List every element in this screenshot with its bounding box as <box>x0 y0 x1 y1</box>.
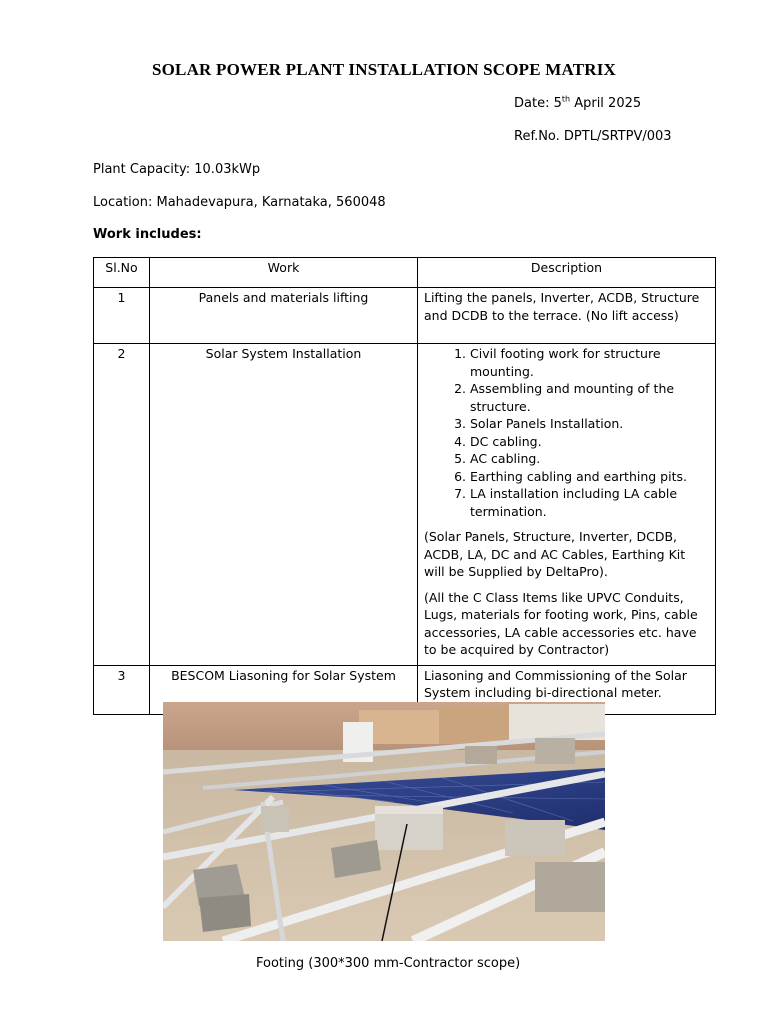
list-item: 2. Assembling and mounting of the structure. <box>470 380 709 415</box>
table-row <box>94 288 716 344</box>
list-item: 5. AC cabling. <box>470 450 709 468</box>
supply-note: (Solar Panels, Structure, Inverter, DCDB, ACDB, LA, DC and AC Cables, Earthing Kit will be Supplied by DeltaPro). <box>424 529 686 579</box>
header-work: Work <box>150 258 418 288</box>
document-date <box>514 96 641 111</box>
table-row <box>94 344 716 666</box>
reference-number: Ref.No. DPTL/SRTPV/003 <box>514 129 672 144</box>
installation-task-list <box>424 345 709 520</box>
document-title: SOLAR POWER PLANT INSTALLATION SCOPE MATRIX <box>151 60 617 79</box>
plant-capacity: Plant Capacity: 10.03kWp <box>93 162 261 177</box>
row-work: Solar System Installation <box>150 344 418 666</box>
date-prefix: Date: 5 <box>514 96 562 111</box>
row-description <box>418 344 716 666</box>
row-work: Panels and materials lifting <box>150 288 418 344</box>
list-item: 1. Civil footing work for structure mounting. <box>470 345 709 380</box>
row-slno: 1 <box>94 288 150 344</box>
row-slno: 2 <box>94 344 150 666</box>
list-item: 3. Solar Panels Installation. <box>470 415 709 433</box>
row-description: Liasoning and Commissioning of the Solar System including bi-directional meter. <box>418 665 716 714</box>
table-header-row <box>94 258 716 288</box>
header-description: Description <box>418 258 716 288</box>
contractor-note: (All the C Class Items like UPVC Conduits, Lugs, materials for footing work, Pins, cable accessories, LA cable accessories etc. have to be acquired by Contractor) <box>424 589 698 657</box>
scope-table <box>93 257 716 715</box>
footing-photo <box>163 702 605 941</box>
list-item: 7. LA installation including LA cable termination. <box>470 485 709 520</box>
date-suffix: April 2025 <box>570 96 642 111</box>
date-superscript: th <box>561 94 571 104</box>
row-work: BESCOM Liasoning for Solar System <box>150 665 418 714</box>
header-slno: Sl.No <box>94 258 150 288</box>
list-item: 4. DC cabling. <box>470 433 709 451</box>
row-description: Lifting the panels, Inverter, ACDB, Structure and DCDB to the terrace. (No lift access) <box>418 288 716 344</box>
photo-caption: Footing (300*300 mm-Contractor scope) <box>256 956 521 971</box>
plant-location: Location: Mahadevapura, Karnataka, 560048 <box>93 195 386 210</box>
list-item: 6. Earthing cabling and earthing pits. <box>470 468 709 486</box>
work-includes-heading: Work includes: <box>93 227 202 242</box>
row-slno: 3 <box>94 665 150 714</box>
